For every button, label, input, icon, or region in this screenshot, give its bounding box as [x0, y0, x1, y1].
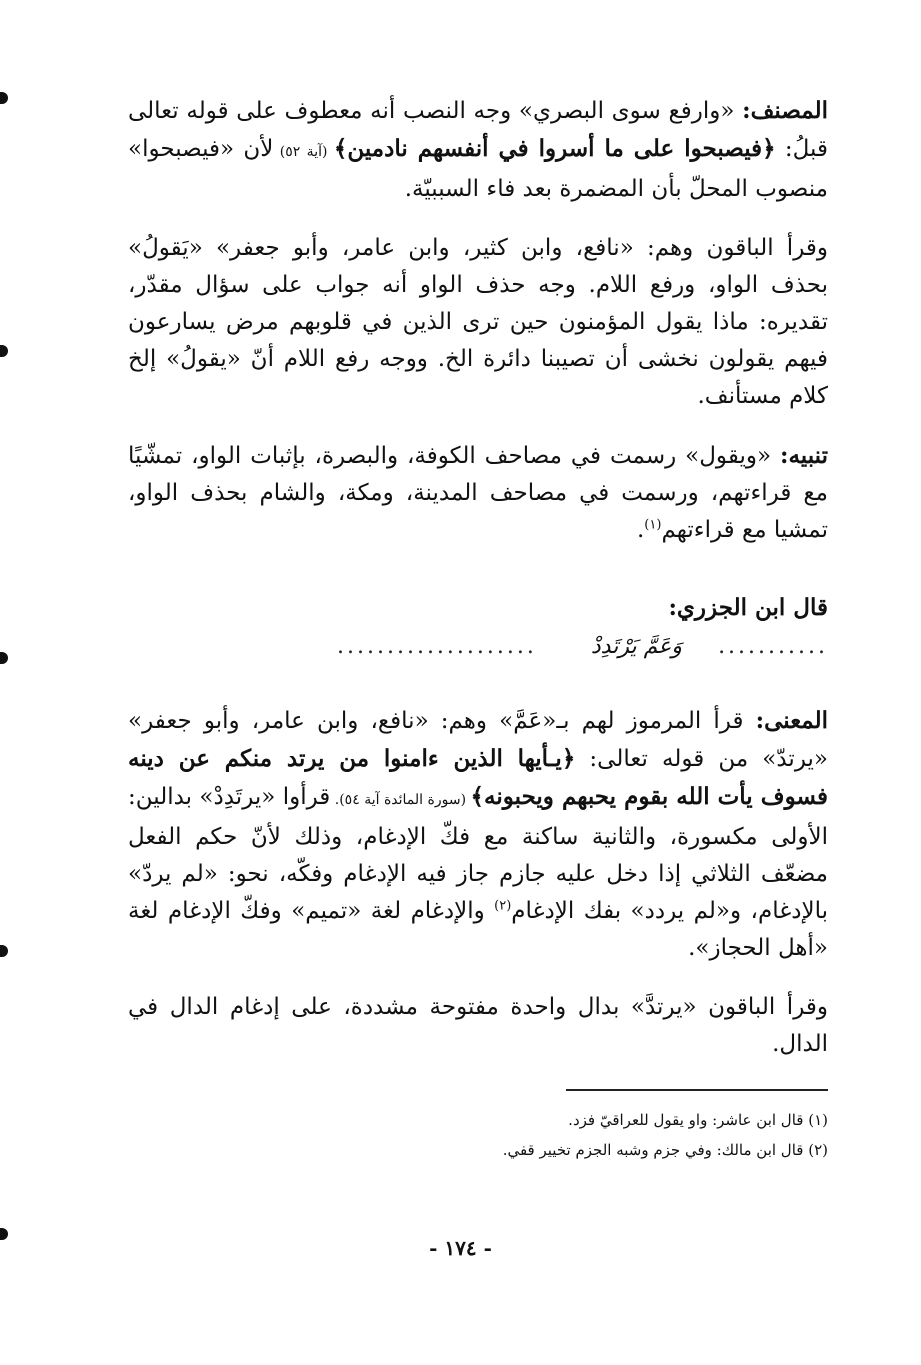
paragraph-author-note — [128, 92, 828, 208]
footnote-1: (١) قال ابن عاشر: واو يقول للعراقيّ فزد. — [568, 1111, 828, 1129]
verse-dots-left: .................... — [337, 634, 537, 659]
verse-reference: (آية ٥٢) — [273, 144, 334, 160]
quran-quote: ﴿فيصبحوا على ما أسروا في أنفسهم نادمين﴾ — [333, 135, 776, 162]
paragraph-remaining-readers — [128, 230, 828, 415]
label-note: تنبيه: — [779, 442, 828, 469]
text-segment: «وارفع سوى البصري» وجه النصب أنه معطوف على قوله تعالى قبلُ: — [128, 98, 828, 162]
text-segment: «ويقول» رسمت في مصاحف الكوفة، والبصرة، بإثبات الواو، تمشّيًا مع قراءتهم، ورسمت في مصاحف المدينة، ومكة، والشام بحذف الواو، تمشيا مع قراءتهم — [128, 443, 828, 543]
punch-hole-mark — [0, 92, 8, 104]
punch-hole-mark — [0, 345, 8, 357]
text-segment: لأن «فيصبحوا» منصوب المحلّ بأن المضمرة بعد فاء السببيّة. — [128, 136, 828, 202]
footnote-divider — [566, 1089, 828, 1091]
quran-quote: ﴿يـأيها الذين ءامنوا من يرتد منكم عن دينه فسوف يأت الله بقوم يحبهم ويحبونه﴾ — [128, 745, 828, 810]
text-segment: . — [636, 517, 645, 543]
text-segment: قرأوا «يرتَدِدْ» بدالين: الأولى مكسورة، والثانية ساكنة مع فكّ الإدغام، وذلك لأنّ حكم الفعل مضعّف الثلاثي إذا دخل عليه جازم جاز فيه الإدغام وفكّه، نحو: «لم يردّ» بالإدغام، و«لم يردد» بفك الإدغام — [128, 784, 828, 924]
page-number: - ١٧٤ - — [429, 1236, 492, 1260]
poem-verse: وَعَمَّ يَرْتَدِدْ — [590, 634, 682, 659]
verse-dots-right: ........... — [718, 634, 828, 659]
punch-hole-mark — [0, 652, 8, 664]
paragraph-note — [128, 437, 828, 549]
text-segment: وقرأ الباقون وهم: «نافع، وابن كثير، وابن عامر، وأبو جعفر» «يَقولُ» بحذف الواو، ورفع اللام. وجه حذف الواو أنه جواب على سؤال مقدّر، تقديره: ماذا يقول المؤمنون حين ترى الذين في قلوبهم مرض يسارعون فيهم يقولون نخشى أن تصيبنا دائرة الخ. ووجه رفع اللام أنّ «يقولُ» إلخ كلام مستأنف. — [128, 235, 828, 409]
verse-reference: (سورة المائدة آية ٥٤). — [330, 792, 471, 808]
punch-hole-mark — [0, 945, 8, 957]
label-meaning: المعنى: — [755, 707, 828, 734]
poem-verse-line — [128, 634, 828, 678]
label-author: المصنف: — [742, 97, 828, 124]
section-heading: قال ابن الجزري: — [668, 594, 828, 621]
text-segment: قرأ المرموز لهم بـ«عَمَّ» وهم: «نافع، وابن عامر، وأبو جعفر» «يرتدّ» من قوله تعالى: — [128, 708, 828, 772]
text-segment: والإدغام لغة «تميم» وفكّ الإدغام لغة «أهل الحجاز». — [128, 898, 828, 961]
paragraph-remaining-readers-2 — [128, 989, 828, 1063]
footnote-ref: (١) — [644, 517, 662, 533]
footnote-2: (٢) قال ابن مالك: وفي جزم وشبه الجزم تخيير قفي. — [502, 1141, 828, 1159]
page-body — [128, 92, 828, 1165]
footnote-ref: (٢) — [494, 898, 512, 914]
text-segment: وقرأ الباقون «يرتدَّ» بدال واحدة مفتوحة مشددة، على إدغام الدال في الدال. — [128, 994, 828, 1057]
paragraph-meaning — [128, 702, 828, 967]
